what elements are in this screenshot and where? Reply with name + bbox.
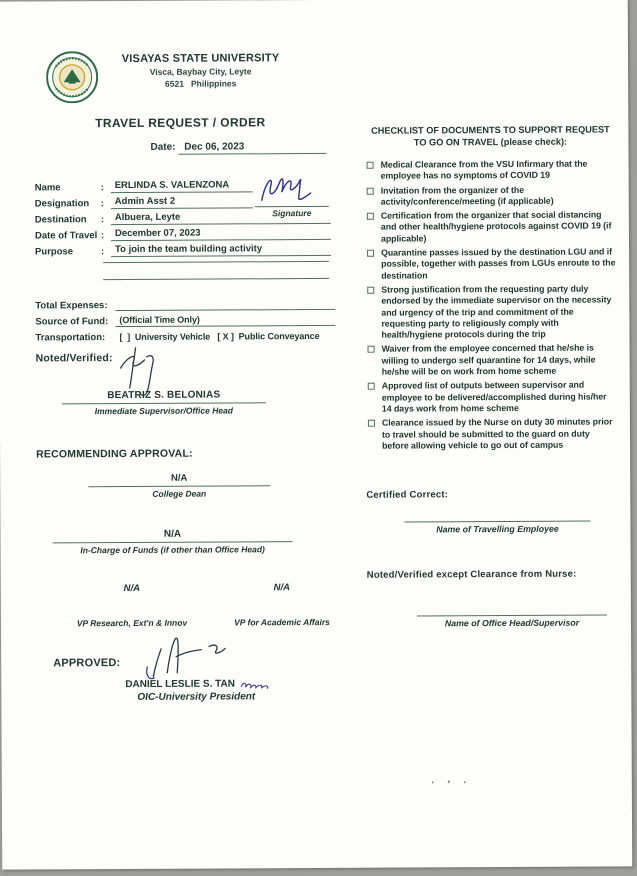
in-charge-of-funds-title: In-Charge of Funds (if other than Office Head) (53, 541, 293, 555)
field-value-designation: Admin Asst 2 (111, 195, 253, 209)
checkbox-icon (367, 213, 374, 220)
checklist-heading-line2: TO GO ON TRAVEL (please check): (413, 136, 568, 147)
supervisor-signature-block (62, 389, 266, 416)
date-field (150, 141, 326, 155)
vp-research-title: VP Research, Ext'n & Innov (76, 617, 188, 629)
vp-academic-value: N/A (273, 582, 291, 594)
field-label: Purpose (35, 246, 74, 258)
field-colon: : (100, 182, 104, 194)
vp-academic-cell (207, 582, 357, 628)
recommending-approval-heading: RECOMMENDING APPROVAL: (36, 447, 193, 461)
expenses-section (35, 294, 335, 344)
noted-except-nurse-heading: Noted/Verified except Clearance from Nurse: (366, 568, 577, 581)
employee-signature-area (255, 166, 329, 218)
field-value-purpose: To join the team building activity (111, 243, 331, 257)
college-dean-title: College Dean (88, 485, 270, 499)
letterhead (93, 52, 308, 89)
field-label: Name (34, 182, 61, 194)
checklist-item-text: Waiver from the employee concerned that he/she is willing to undergo self quarantine for 14 days, while he/she will be on work from home scheme (381, 342, 596, 377)
checkbox-icon (367, 287, 374, 294)
university-name: VISAYAS STATE UNIVERSITY (121, 52, 280, 66)
source-of-fund-label: Source of Fund: (35, 316, 109, 328)
field-value-date-of-travel: December 07, 2023 (111, 227, 331, 241)
field-label: Designation (34, 198, 90, 210)
scan-noise (432, 773, 512, 783)
document-title: TRAVEL REQUEST / ORDER (95, 115, 266, 131)
vp-research-cell (57, 583, 207, 629)
president-name-row (125, 676, 273, 692)
checklist-item (365, 283, 617, 341)
in-charge-of-funds-value: N/A (163, 528, 182, 540)
vp-approvals-row (57, 582, 357, 629)
date-value: Dec 06, 2023 (178, 141, 326, 155)
checklist-item (365, 210, 617, 245)
checklist-items (365, 158, 619, 451)
checkbox-icon (367, 162, 374, 169)
checklist-item-text: Clearance issued by the Nurse on duty 30 minutes prior to travel should be submitted to the guard on duty before allowing vehicle to go out of campus (381, 416, 613, 451)
vp-research-value: N/A (123, 582, 141, 595)
source-of-fund-value: (Official Time Only) (115, 314, 335, 327)
field-colon: : (101, 246, 105, 258)
signature-caption: Signature (255, 206, 329, 218)
checklist-item (365, 184, 617, 208)
checkbox-icon (367, 250, 374, 257)
supervisor-name: BEATRIZ S. BELONIAS (107, 389, 221, 402)
date-label: Date: (150, 141, 176, 153)
certified-correct-heading: Certified Correct: (366, 489, 449, 501)
checkbox-icon (368, 383, 375, 390)
president-name: DANIEL LESLIE S. TAN (125, 678, 235, 691)
source-of-fund-row (35, 310, 335, 328)
supervisor-title: Immediate Supervisor/Office Head (62, 402, 266, 416)
total-expenses-label: Total Expenses: (35, 300, 108, 312)
president-initial-note-ink (239, 676, 273, 691)
vp-academic-title: VP for Academic Affairs (234, 616, 330, 628)
transportation-label: Transportation: (35, 332, 106, 344)
checklist-item-text: Quarantine passes issued by the destination LGU and if possible, together with passes from LGUs enroute to the destination (381, 246, 616, 281)
field-label: Destination (34, 214, 87, 226)
checklist-heading (364, 124, 616, 148)
checkbox-icon (367, 187, 374, 194)
total-expenses-row (35, 294, 335, 312)
travelling-employee-signature-line: Name of Travelling Employee (404, 521, 590, 535)
field-colon: : (100, 214, 105, 226)
transportation-row (35, 326, 335, 344)
approved-heading: APPROVED: (53, 657, 121, 670)
in-charge-of-funds-block (52, 528, 292, 555)
transportation-value: [ ] University Vehicle [ X ] Public Conveyance (119, 330, 320, 343)
blank-continuation-line (103, 278, 329, 280)
checklist-item-text: Strong justification from the requesting party duly endorsed by the immediate supervisor on the necessity and urgency of the trip and commitment of the requesting party to religiously comply with health/hygiene protocols during the trip (381, 283, 612, 340)
college-dean-value: N/A (171, 472, 188, 484)
checklist-item (365, 246, 617, 281)
field-value-name: ERLINDA S. VALENZONA (111, 179, 253, 193)
checklist-item-text: Medical Clearance from the VSU Infirmary that the employee has no symptoms of COVID 19 (380, 158, 588, 181)
checklist-item-text: Invitation from the organizer of the activity/conference/meeting (if applicable) (380, 184, 554, 207)
field-colon: : (100, 230, 105, 242)
university-address-line2: 6521 Philippines (164, 78, 237, 89)
university-address-line1: Visca, Baybay City, Leyte (149, 66, 252, 77)
checklist-item-text: Certification from the organizer that social distancing and other health/hygiene protocols against COVID 19 (if applicable) (380, 209, 612, 244)
blank-continuation-line (103, 261, 329, 263)
president-signature-ink (141, 628, 259, 683)
checklist-item-text: Approved list of outputs between supervisor and employee to be delivered/accomplished during his/her 14 days work from home scheme (381, 379, 607, 414)
checklist-heading-line1: CHECKLIST OF DOCUMENTS TO SUPPORT REQUEST (371, 124, 610, 136)
president-title: OIC-University President (137, 691, 256, 703)
office-head-signature-line: Name of Office Head/Supervisor (417, 614, 607, 628)
checklist-item (366, 343, 618, 378)
field-colon: : (100, 198, 104, 210)
checkbox-icon (368, 346, 375, 353)
field-row-purpose (35, 240, 331, 258)
checklist-section (364, 124, 618, 454)
field-row-date-of-travel (35, 224, 331, 242)
employee-signature-ink (257, 171, 319, 207)
checkbox-icon (368, 420, 375, 427)
field-value-destination: Albuera, Leyte (111, 211, 331, 225)
checklist-item (366, 380, 618, 415)
checklist-item (365, 158, 617, 182)
noted-verified-heading: Noted/Verified: (35, 352, 113, 365)
checklist-item (366, 417, 618, 452)
university-seal-logo (46, 51, 98, 103)
field-label: Date of Travel (34, 230, 98, 242)
college-dean-block (88, 472, 270, 499)
